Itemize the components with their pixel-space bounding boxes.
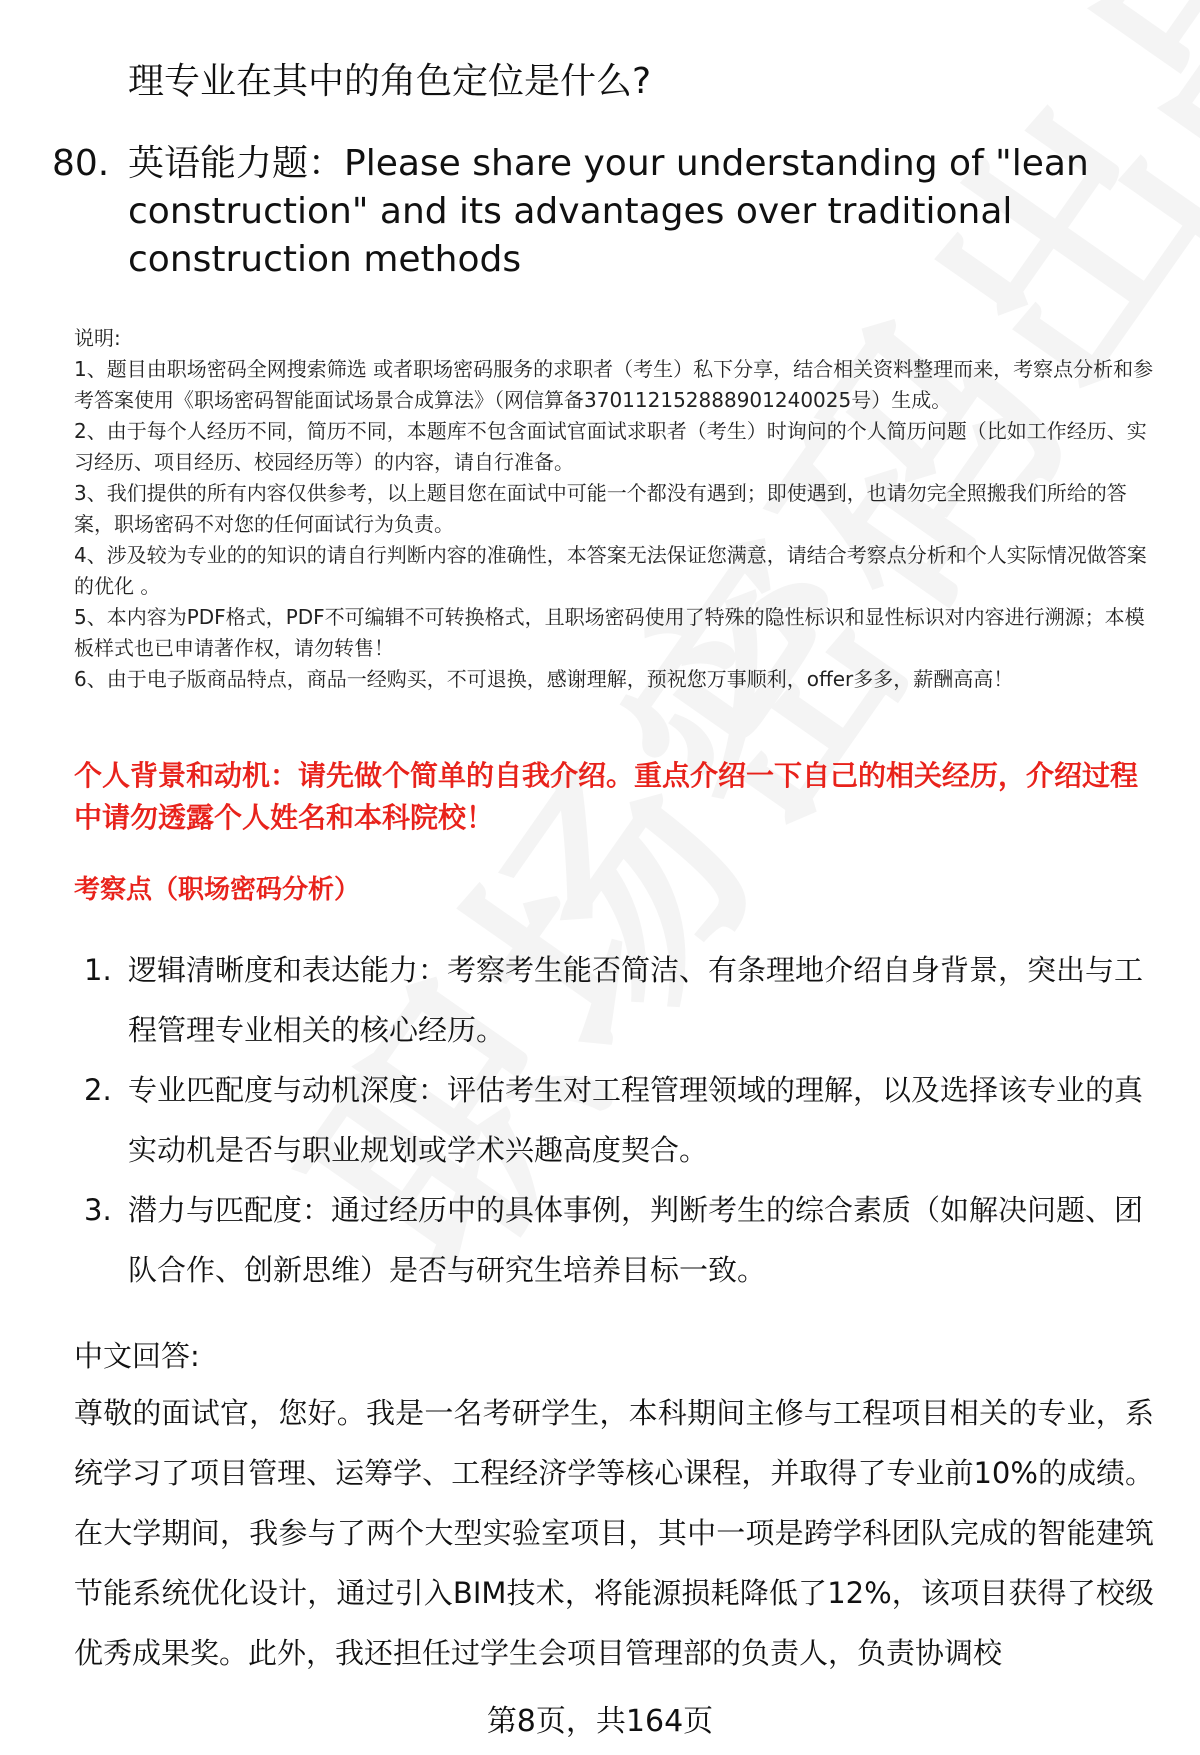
answer-label: 中文回答:	[74, 1339, 200, 1373]
section-title: 个人背景和动机：请先做个简单的自我介绍。重点介绍一下自己的相关经历，介绍过程中请勿透露个人姓名和本科院校！	[74, 759, 1139, 834]
question-text: 英语能力题：Please share your understanding of "lean construction" and its advantages over traditional construction methods	[128, 143, 1089, 280]
analysis-point-text: 专业匹配度与动机深度：评估考生对工程管理领域的理解，以及选择该专业的真实动机是否与职业规划或学术兴趣高度契合。	[128, 1073, 1144, 1167]
analysis-point	[84, 1060, 1164, 1180]
analysis-point	[84, 940, 1164, 1060]
note-item: 4、涉及较为专业的的知识的请自行判断内容的准确性，本答案无法保证您满意，请结合考察点分析和个人实际情况做答案的优化 。	[74, 543, 1147, 598]
analysis-point-text: 潜力与匹配度：通过经历中的具体事例，判断考生的综合素质（如解决问题、团队合作、创新思维）是否与研究生培养目标一致。	[128, 1193, 1144, 1287]
analysis-list	[84, 940, 1164, 1300]
analysis-point	[84, 1180, 1164, 1300]
note-item: 5、本内容为PDF格式，PDF不可编辑不可转换格式，且职场密码使用了特殊的隐性标识和显性标识对内容进行溯源；本模板样式也已申请著作权，请勿转售！	[74, 605, 1145, 660]
note-item: 3、我们提供的所有内容仅供参考，以上题目您在面试中可能一个都没有遇到；即使遇到，也请勿完全照搬我们所给的答案，职场密码不对您的任何面试行为负责。	[74, 481, 1127, 536]
note-item: 6、由于电子版商品特点，商品一经购买，不可退换，感谢理解，预祝您万事顺利，offer多多，薪酬高高！	[74, 667, 1014, 691]
analysis-point-number: 2.	[84, 1073, 112, 1107]
notes-heading: 说明:	[74, 326, 121, 350]
notes-block	[74, 323, 1154, 695]
note-item: 1、题目由职场密码全网搜索筛选 或者职场密码服务的求职者（考生）私下分享，结合相关资料整理而来，考察点分析和参考答案使用《职场密码智能面试场景合成算法》（网信算备370112152888901240025号）生成。	[74, 357, 1154, 412]
analysis-point-number: 3.	[84, 1193, 112, 1227]
answer-text: 尊敬的面试官，您好。我是一名考研学生，本科期间主修与工程项目相关的专业，系统学习了项目管理、运筹学、工程经济学等核心课程，并取得了专业前10%的成绩。在大学期间，我参与了两个大型实验室项目，其中一项是跨学科团队完成的智能建筑节能系统优化设计，通过引入BIM技术，将能源损耗降低了12%，该项目获得了校级优秀成果奖。此外，我还担任过学生会项目管理部的负责人，负责协调校	[74, 1396, 1154, 1670]
analysis-title: 考察点（职场密码分析）	[74, 875, 361, 905]
page-footer: 第8页，共164页	[486, 1704, 714, 1739]
question-number: 80.	[52, 143, 110, 184]
analysis-point-number: 1.	[84, 953, 112, 987]
analysis-point-text: 逻辑清晰度和表达能力：考察考生能否简洁、有条理地介绍自身背景，突出与工程管理专业相关的核心经历。	[128, 953, 1144, 1047]
note-item: 2、由于每个人经历不同，简历不同，本题库不包含面试官面试求职者（考生）时询问的个人简历问题（比如工作经历、实习经历、项目经历、校园经历等）的内容，请自行准备。	[74, 419, 1147, 474]
question-continuation: 理专业在其中的角色定位是什么?	[128, 61, 652, 102]
